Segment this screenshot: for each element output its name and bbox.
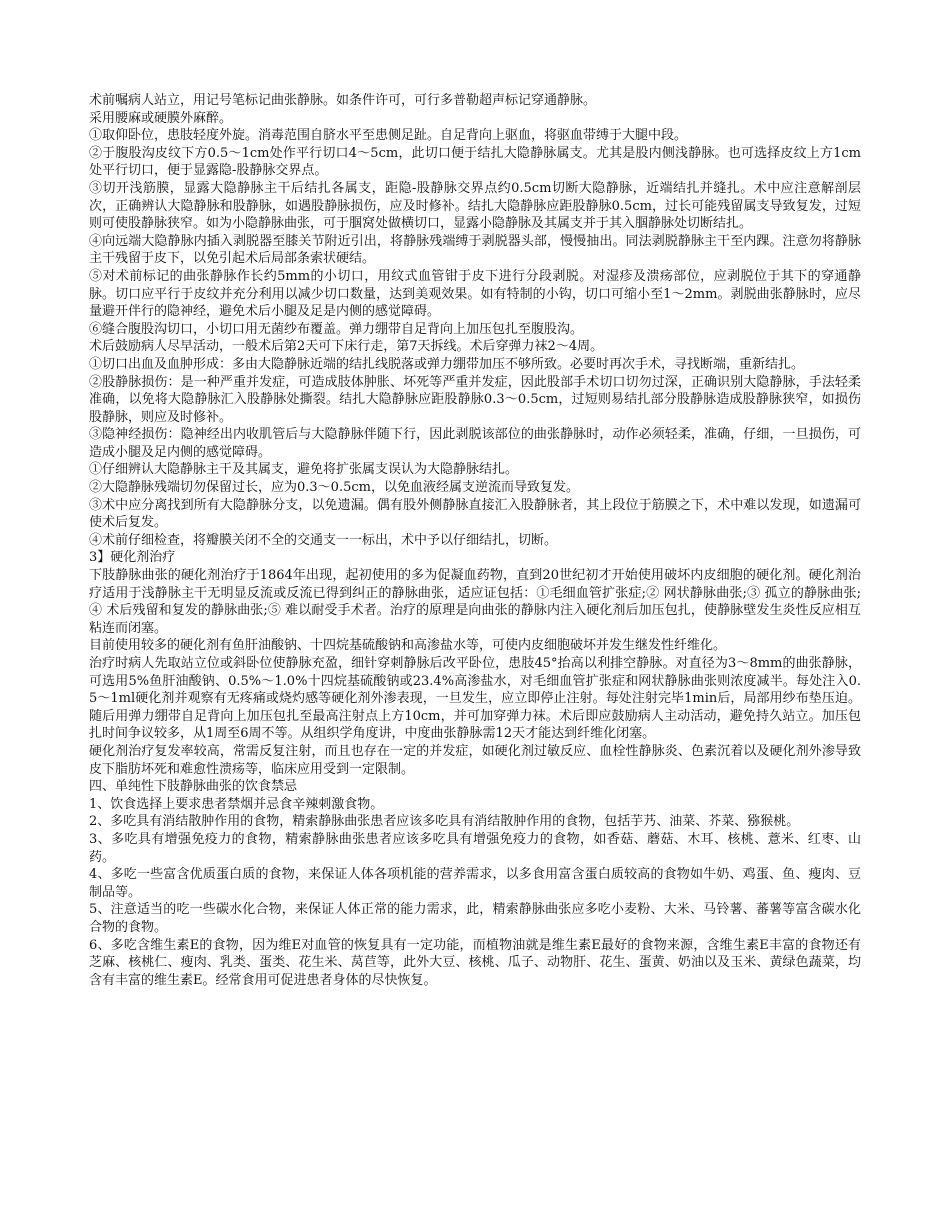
paragraph-note-3: ③术中应分离找到所有大隐静脉分支，以免遗漏。偶有股外侧静脉直接汇入股静脉者，其上段位于筋膜之下，术中难以发现，如遗漏可使术后复发。 (89, 497, 861, 531)
paragraph-diet-4: 4、多吃一些富含优质蛋白质的食物，来保证人体各项机能的营养需求，以多食用富含蛋白质较高的食物如牛奶、鸡蛋、鱼、瘦肉、豆制品等。 (89, 867, 861, 900)
paragraph-diet-3: 3、多吃具有增强免疫力的食物，精索静脉曲张患者应该多吃具有增强免疫力的食物，如香菇、蘑菇、木耳、核桃、薏米、红枣、山药。 (89, 831, 861, 865)
paragraph-postop: 术后鼓励病人尽早活动，一般术后第2天可下床行走，第7天拆线。术后穿弹力袜2～4周。 (89, 339, 604, 355)
paragraph-sclerotherapy-procedure: 治疗时病人先取站立位或斜卧位使静脉充盈，细针穿刺静脉后改平卧位，患肢45°抬高以利排空静脉。对直径为3～8mm的曲张静脉，可选用5%鱼肝油酸钠、0.5%～1.0%十四烷基硫酸钠或23.4%高渗盐水，对毛细血管扩张症和网状静脉曲张则浓度减半。每处注入0.5～1ml硬化剂并观察有无疼痛或烧灼感等硬化剂外渗表现，一旦发生，应立即停止注射。每处注射完毕1min后，局部用纱布垫压迫。随后用弹力绷带自足背向上加压包扎至最高注射点上方10cm，并可加穿弹力袜。术后即应鼓励病人主动活动，避免持久站立。加压包扎时间争议较多，从1周至6周不等。从组织学角度讲，中度曲张静脉需12天才能达到纤维化闭塞。 (89, 656, 861, 742)
paragraph-diet-5: 5、注意适当的吃一些碳水化合物，来保证人体正常的能力需求，此，精索静脉曲张应多吃小麦粉、大米、马铃薯、蕃薯等富含碳水化合物的食物。 (89, 902, 861, 935)
paragraph-sclerotherapy-limits: 硬化剂治疗复发率较高，常需反复注射，而且也存在一定的并发症，如硬化剂过敏反应、血栓性静脉炎、色素沉着以及硬化剂外渗导致皮下脂肪坏死和难愈性溃疡等，临床应用受到一定限制。 (89, 743, 861, 777)
paragraph-note-4: ④术前仔细检查，将瓣膜关闭不全的交通支一一标出，术中予以仔细结扎，切断。 (89, 532, 558, 548)
paragraph-complication-2: ②股静脉损伤：是一种严重并发症，可造成肢体肿胀、坏死等严重并发症，因此股部手术切口切勿过深，正确识别大隐静脉，手法轻柔准确，以免将大隐静脉汇入股静脉处撕裂。结扎大隐静脉应距股静脉0.3～0.5cm，过短则易结扎部分股静脉造成股静脉狭窄，如损伤股静脉，则应及时修补。 (89, 374, 861, 425)
paragraph-step-2: ②于腹股沟皮纹下方0.5～1cm处作平行切口4～5cm，此切口便于结扎大隐静脉属支。尤其是股内侧浅静脉。也可选择皮纹上方1cm处平行切口，便于显露隐-股静脉交界点。 (89, 145, 861, 179)
paragraph-complication-3: ③隐神经损伤：隐神经出内收肌管后与大隐静脉伴随下行，因此剥脱该部位的曲张静脉时，动作必须轻柔，准确，仔细，一旦损伤，可造成小腿及足内侧的感觉障碍。 (89, 427, 861, 460)
paragraph-step-3: ③切开浅筋膜，显露大隐静脉主干后结扎各属支，距隐-股静脉交界点约0.5cm切断大隐静脉，近端结扎并缝扎。术中应注意解剖层次，正确辨认大隐静脉和股静脉，如遇股静脉损伤，应及时修补。结扎大隐静脉应距股静脉0.5cm，过长可能残留属支导致复发，过短则可使股静脉狭窄。如为小隐静脉曲张，可于腘窝处做横切口，显露小隐静脉及其属支并于其入腘静脉处切断结扎。 (89, 180, 861, 232)
document-body (89, 92, 861, 989)
paragraph-sclerotherapy-intro: 下肢静脉曲张的硬化剂治疗于1864年出现，起初使用的多为促凝血药物，直到20世纪初才开始使用破坏内皮细胞的硬化剂。硬化剂治疗适用于浅静脉主干无明显反流或反流已得到纠正的静脉曲张，适应证包括：①毛细血管扩张症;② 网状静脉曲张;③ 孤立的静脉曲张;④ 术后残留和复发的静脉曲张;⑤ 难以耐受手术者。治疗的原理是向曲张的静脉内注入硬化剂后加压包扎，使静脉壁发生炎性反应相互粘连而闭塞。 (89, 568, 861, 636)
paragraph-step-6: ⑥缝合腹股沟切口，小切口用无菌纱布覆盖。弹力绷带自足背向上加压包扎至腹股沟。 (89, 321, 584, 337)
paragraph-step-1: ①取仰卧位，患肢轻度外旋。消毒范围自脐水平至患侧足趾。自足背向上驱血，将驱血带缚于大腿中段。 (89, 128, 688, 144)
paragraph-diet-1: 1、饮食选择上要求患者禁烟并忌食辛辣刺激食物。 (89, 796, 384, 812)
paragraph-complication-1: ①切口出血及血肿形成：多由大隐静脉近端的结扎线脱落或弹力绷带加压不够所致。必要时再次手术，寻找断端，重新结扎。 (89, 356, 805, 372)
paragraph-note-2: ②大隐静脉残端切勿保留过长，应为0.3～0.5cm，以免血液经属支逆流而导致复发。 (89, 480, 579, 496)
section-heading-diet: 四、单纯性下肢静脉曲张的饮食禁忌 (89, 779, 298, 795)
paragraph-sclerosants: 目前使用较多的硬化剂有鱼肝油酸钠、十四烷基硫酸钠和高渗盐水等，可使内皮细胞破坏并发生继发性纤维化。 (89, 638, 727, 654)
paragraph-preop-marking: 术前嘱病人站立，用记号笔标记曲张静脉。如条件许可，可行多普勒超声标记穿通静脉。 (89, 93, 597, 108)
section-heading-sclerotherapy: 3】硬化剂治疗 (89, 550, 176, 566)
paragraph-anesthesia: 采用腰麻或硬膜外麻醉。 (89, 110, 233, 126)
paragraph-step-4: ④向远端大隐静脉内插入剥脱器至膝关节附近引出，将静脉残端缚于剥脱器头部，慢慢抽出。同法剥脱静脉主干至内踝。注意勿将静脉主干残留于皮下，以免引起术后局部条索状硬结。 (89, 233, 861, 267)
paragraph-diet-2: 2、多吃具有消结散肿作用的食物，精索静脉曲张患者应该多吃具有消结散肿作用的食物，包括芋艿、油菜、芥菜、猕猴桃。 (89, 814, 800, 830)
paragraph-diet-6: 6、多吃含维生素E的食物，因为维E对血管的恢复具有一定功能，而植物油就是维生素E最好的食物来源，含维生素E丰富的食物还有芝麻、核桃仁、瘦肉、乳类、蛋类、花生米、莴苣等，此外大豆、核桃、瓜子、动物肝、花生、蛋黄、奶油以及玉米、黄绿色蔬菜，均含有丰富的维生素E。经常食用可促进患者身体的尽快恢复。 (89, 937, 861, 988)
paragraph-note-1: ①仔细辨认大隐静脉主干及其属支，避免将扩张属支误认为大隐静脉结扎。 (89, 462, 519, 478)
paragraph-step-5: ⑤对术前标记的曲张静脉作长约5mm的小切口，用纹式血管钳于皮下进行分段剥脱。对湿疹及溃疡部位，应剥脱位于其下的穿通静脉。切口应平行于皮纹并充分利用以减少切口数量，达到美观效果。如有特制的小钩，切口可缩小至1～2mm。剥脱曲张静脉时，应尽量避开伴行的隐神经，避免术后小腿及足是内侧的感觉障碍。 (89, 268, 861, 320)
